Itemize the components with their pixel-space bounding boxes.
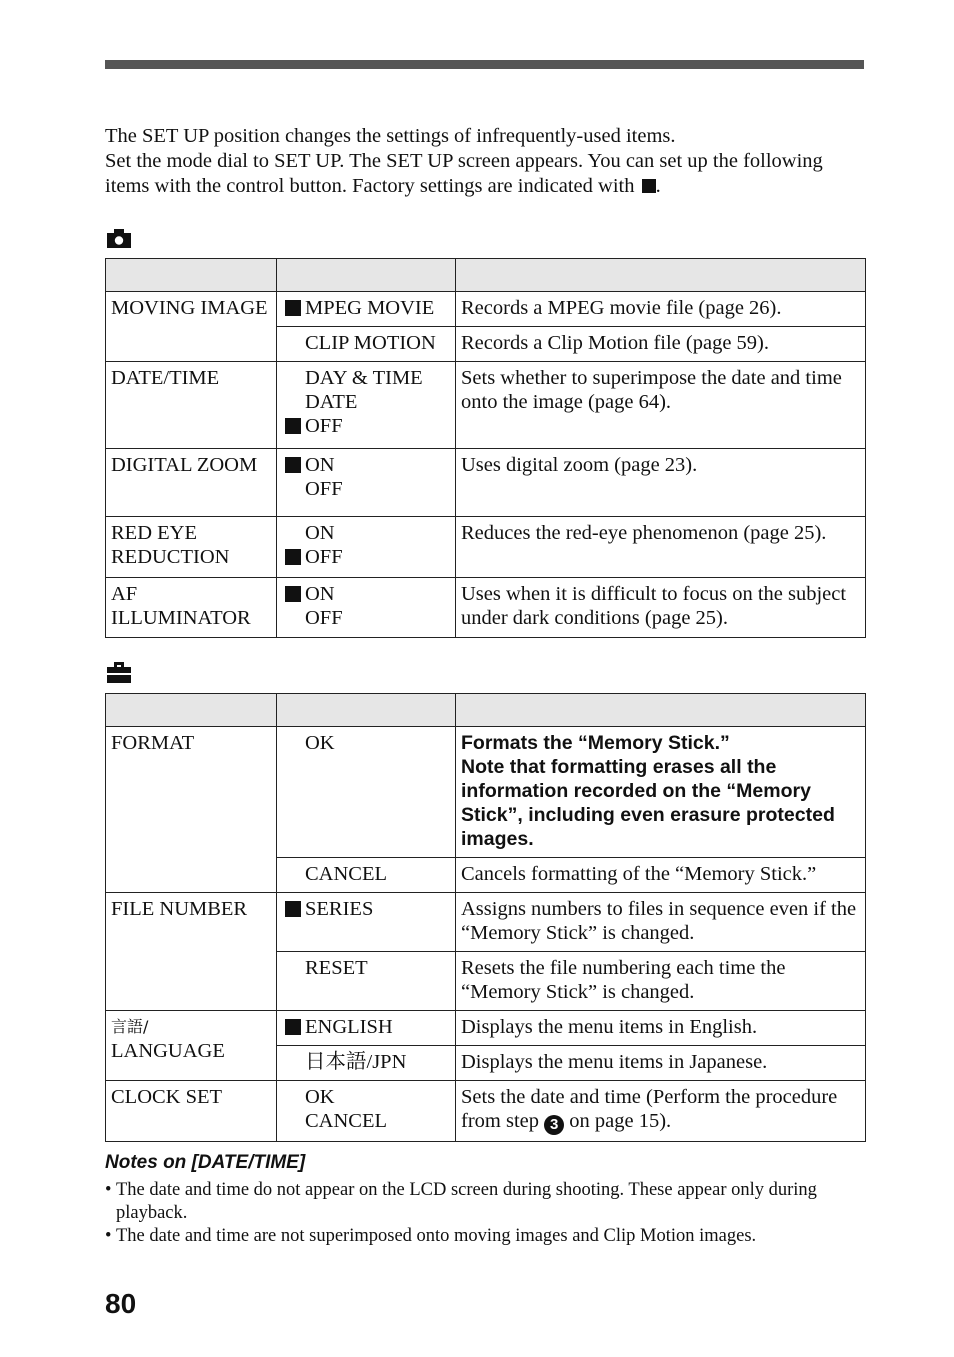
- item-language-jp: 言語/: [111, 1017, 149, 1036]
- description-cell: Displays the menu items in English.: [456, 1011, 866, 1046]
- description-cell: Records a MPEG movie file (page 26).: [456, 292, 866, 327]
- option-ok: OK: [305, 732, 335, 754]
- description-cell: Uses digital zoom (page 23).: [456, 449, 866, 517]
- item-red-eye-reduction: RED EYE REDUCTION: [106, 517, 277, 578]
- format-warning: Note that formatting erases all the information recorded on the “Memory Stick”, including even erasure protected images.: [461, 756, 835, 850]
- intro-line-2: [105, 149, 864, 199]
- option-reset: RESET: [305, 957, 368, 979]
- factory-setting-mark-icon: [642, 179, 656, 193]
- option-cell: [277, 292, 456, 327]
- item-file-number: FILE NUMBER: [106, 893, 277, 1011]
- setup-settings-table: [105, 693, 866, 1142]
- table-row: [106, 727, 866, 858]
- item-clock-set: CLOCK SET: [106, 1081, 277, 1142]
- item-date-time: DATE/TIME: [106, 362, 277, 449]
- note-text: The date and time do not appear on the LCD screen during shooting. These appear only during playback.: [116, 1180, 817, 1223]
- description-cell: Uses when it is difficult to focus on the subject under dark conditions (page 25).: [456, 578, 866, 638]
- table-header-row: [106, 694, 866, 727]
- option-off: OFF: [305, 546, 343, 568]
- description-cell: [456, 727, 866, 858]
- description-cell: Cancels formatting of the “Memory Stick.”: [456, 858, 866, 893]
- header-rule: [105, 60, 864, 69]
- note-text: The date and time are not superimposed onto moving images and Clip Motion images.: [116, 1226, 757, 1246]
- factory-setting-mark-icon: [285, 418, 301, 434]
- table-row: [106, 362, 866, 449]
- option-cancel: CANCEL: [305, 1110, 387, 1132]
- clock-set-description-end: on page 15).: [569, 1110, 672, 1132]
- option-cell: [277, 327, 456, 362]
- intro-line-1: The SET UP position changes the settings of infrequently-used items.: [105, 125, 676, 147]
- option-on: ON: [305, 454, 335, 476]
- option-off: OFF: [305, 607, 343, 629]
- factory-setting-mark-icon: [285, 586, 301, 602]
- option-cell: [277, 893, 456, 952]
- notes-list: [105, 1179, 865, 1248]
- option-date: DATE: [305, 391, 358, 413]
- notes-title: Notes on [DATE/TIME]: [105, 1152, 306, 1173]
- factory-setting-mark-icon: [285, 300, 301, 316]
- option-day-time: DAY & TIME: [305, 367, 423, 389]
- factory-setting-mark-icon: [285, 1019, 301, 1035]
- option-cell: [277, 727, 456, 858]
- intro-line-2-end: .: [655, 175, 661, 197]
- table-row: [106, 1081, 866, 1142]
- item-language-en: LANGUAGE: [111, 1040, 225, 1062]
- option-cell: [277, 578, 456, 638]
- option-off: OFF: [305, 415, 343, 437]
- item-moving-image: MOVING IMAGE: [106, 292, 277, 362]
- factory-setting-mark-icon: [285, 457, 301, 473]
- option-cell: [277, 1011, 456, 1046]
- camera-settings-table: [105, 258, 866, 638]
- table-row: [106, 578, 866, 638]
- option-cell: [277, 449, 456, 517]
- option-clip-motion: CLIP MOTION: [305, 332, 436, 354]
- description-cell: Displays the menu items in Japanese.: [456, 1046, 866, 1081]
- table-row: [106, 449, 866, 517]
- intro-line-2-text: Set the mode dial to SET UP. The SET UP screen appears. You can set up the following items with the control button. Factory settings are indicated with: [105, 150, 823, 197]
- option-mpeg-movie: MPEG MOVIE: [305, 297, 435, 319]
- list-item: • The date and time are not superimposed onto moving images and Clip Motion images.: [105, 1226, 757, 1246]
- table-row: [106, 893, 866, 952]
- table-row: [106, 292, 866, 327]
- option-ok: OK: [305, 1086, 335, 1108]
- option-cell: [277, 517, 456, 578]
- description-cell: Reduces the red-eye phenomenon (page 25).: [456, 517, 866, 578]
- description-cell: Sets whether to superimpose the date and time onto the image (page 64).: [456, 362, 866, 449]
- list-item: • The date and time do not appear on the LCD screen during shooting. These appear only during playback.: [105, 1180, 817, 1223]
- option-english: ENGLISH: [305, 1016, 393, 1038]
- factory-setting-mark-icon: [285, 901, 301, 917]
- option-series: SERIES: [305, 898, 374, 920]
- item-format: FORMAT: [106, 727, 277, 893]
- option-on: ON: [305, 583, 335, 605]
- option-cell: [277, 1046, 456, 1081]
- description-cell: Resets the file numbering each time the “Memory Stick” is changed.: [456, 952, 866, 1011]
- table-header-row: [106, 259, 866, 292]
- option-off: OFF: [305, 478, 343, 500]
- option-jpn: 日本語/JPN: [305, 1051, 407, 1073]
- clock-set-description: Sets the date and time (Perform the procedure from step: [461, 1086, 838, 1132]
- page-number: 80: [105, 1288, 137, 1319]
- option-cancel: CANCEL: [305, 863, 387, 885]
- item-digital-zoom: DIGITAL ZOOM: [106, 449, 277, 517]
- step-number-icon: 3: [544, 1115, 564, 1135]
- option-cell: [277, 1081, 456, 1142]
- option-on: ON: [305, 522, 335, 544]
- factory-setting-mark-icon: [285, 549, 301, 565]
- description-cell: Records a Clip Motion file (page 59).: [456, 327, 866, 362]
- option-cell: [277, 952, 456, 1011]
- table-row: [106, 517, 866, 578]
- camera-icon: [107, 229, 131, 248]
- option-cell: [277, 858, 456, 893]
- item-af-illuminator: AF ILLUMINATOR: [106, 578, 277, 638]
- toolbox-icon: [107, 662, 131, 683]
- description-cell: Assigns numbers to files in sequence even if the “Memory Stick” is changed.: [456, 893, 866, 952]
- table-row: [106, 1011, 866, 1046]
- format-description: Formats the “Memory Stick.”: [461, 732, 730, 754]
- option-cell: [277, 362, 456, 449]
- description-cell: [456, 1081, 866, 1142]
- intro-text: [105, 124, 864, 199]
- item-language: [106, 1011, 277, 1081]
